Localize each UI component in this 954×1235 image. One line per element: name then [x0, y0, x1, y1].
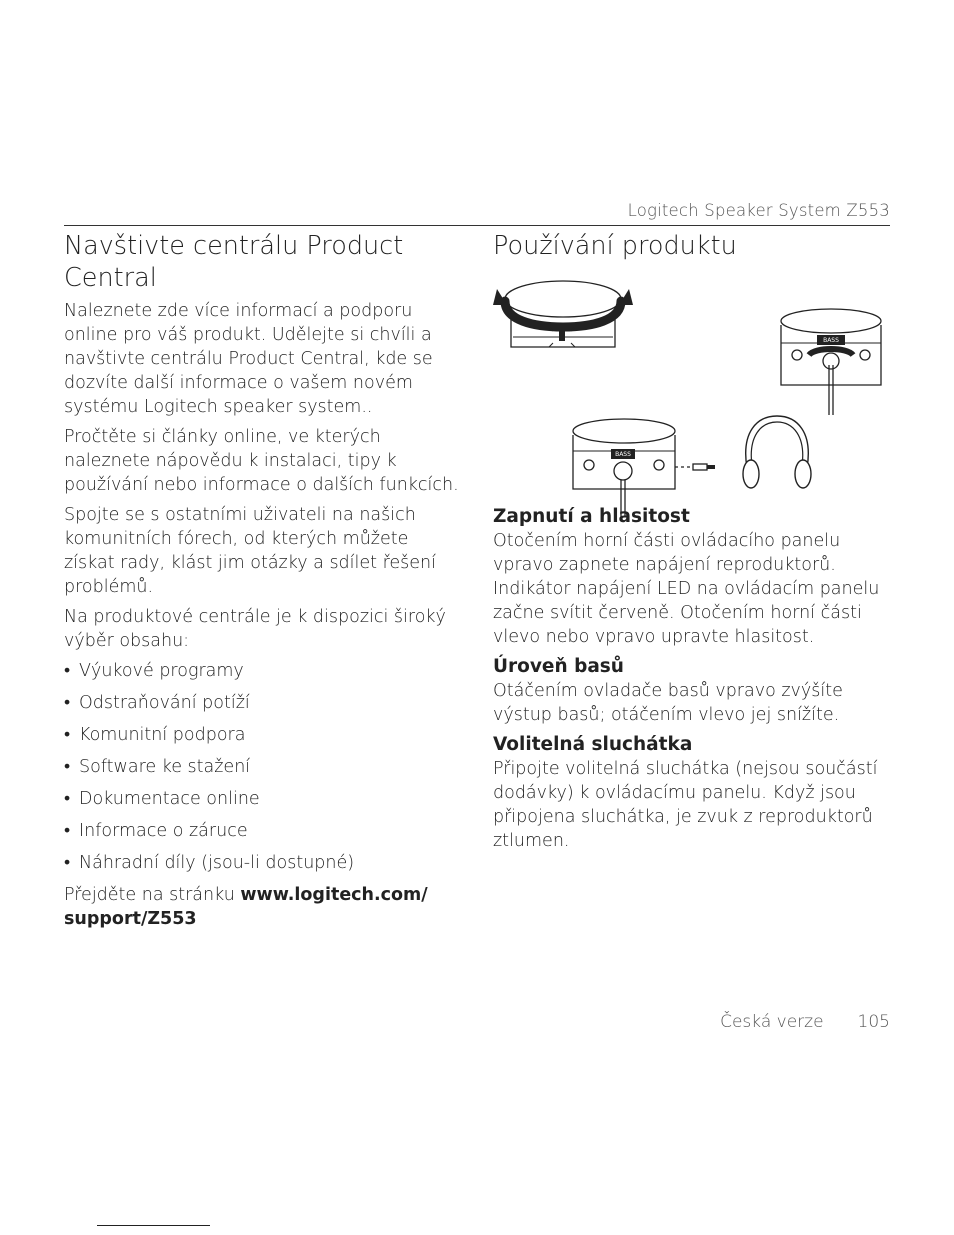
forums-paragraph: Spojte se s ostatními uživateli na našich komunitních fórech, od kterých můžete získat rady, klást jim otázky a sdílet řešení problémů.	[64, 505, 436, 597]
support-link[interactable]: www.logitech.com/ support/Z553	[64, 885, 428, 929]
volume-rotation-illustration	[493, 275, 638, 370]
left-column	[64, 230, 464, 937]
right-column	[493, 230, 893, 859]
list-item: • Informace o záruce	[64, 821, 248, 841]
articles-paragraph: Pročtěte si články online, ve kterých naleznete nápovědu k instalaci, tipy k používání nebo informace o dalších funkcích.	[64, 427, 459, 495]
language-label: Česká verze	[720, 1012, 824, 1032]
visit-text: Přejděte na stránku	[64, 885, 241, 905]
bottom-divider	[97, 1225, 210, 1226]
product-central-heading: Navštivte centrálu Product Central	[64, 231, 404, 293]
product-illustrations	[493, 267, 893, 497]
headphones-text: Připojte volitelná sluchátka (nejsou součástí dodávky) k ovládacímu panelu. Když jsou připojena sluchátka, je zvuk z reproduktorů ztlumen.	[493, 759, 878, 851]
list-item: • Náhradní díly (jsou-li dostupné)	[64, 853, 355, 873]
headphones-heading: Volitelná sluchátka	[493, 734, 693, 755]
visit-paragraph	[64, 883, 464, 931]
bass-knob-illustration	[775, 307, 887, 417]
intro-paragraph: Naleznete zde více informací a podporu online pro váš produkt. Udělejte si chvíli a navštivte centrálu Product Central, kde se dozvíte další informace o vašem novém systému Logitech speaker system..	[64, 301, 433, 417]
list-item: • Komunitní podpora	[64, 725, 246, 745]
list-item: • Software ke stažení	[64, 757, 251, 777]
content-list	[64, 659, 464, 875]
page-footer	[720, 1012, 890, 1032]
content-paragraph: Na produktové centrále je k dispozici široký výběr obsahu:	[64, 607, 446, 651]
bass-label: BASS	[615, 451, 631, 458]
headphone-jack-illustration	[567, 417, 727, 517]
power-volume-heading: Zapnutí a hlasitost	[493, 506, 690, 527]
bass-label: BASS	[823, 337, 839, 344]
bass-level-text: Otáčením ovladače basů vpravo zvýšíte výstup basů; otáčením vlevo jej snížíte.	[493, 681, 843, 725]
power-volume-text: Otočením horní části ovládacího panelu vpravo zapnete napájení reproduktorů. Indikátor napájení LED na ovládacím panelu začne svítit červeně. Otočením horní části vlevo nebo vpravo upravte hlasitost.	[493, 531, 880, 647]
headphones-illustration	[737, 412, 817, 496]
using-product-heading: Používání produktu	[493, 231, 737, 261]
header-divider	[64, 225, 890, 226]
document-title: Logitech Speaker System Z553	[627, 201, 890, 220]
list-item: • Odstraňování potíží	[64, 693, 250, 713]
page-number: 105	[857, 1012, 890, 1032]
list-item: • Výukové programy	[64, 661, 244, 681]
bass-level-heading: Úroveň basů	[493, 656, 624, 677]
list-item: • Dokumentace online	[64, 789, 260, 809]
